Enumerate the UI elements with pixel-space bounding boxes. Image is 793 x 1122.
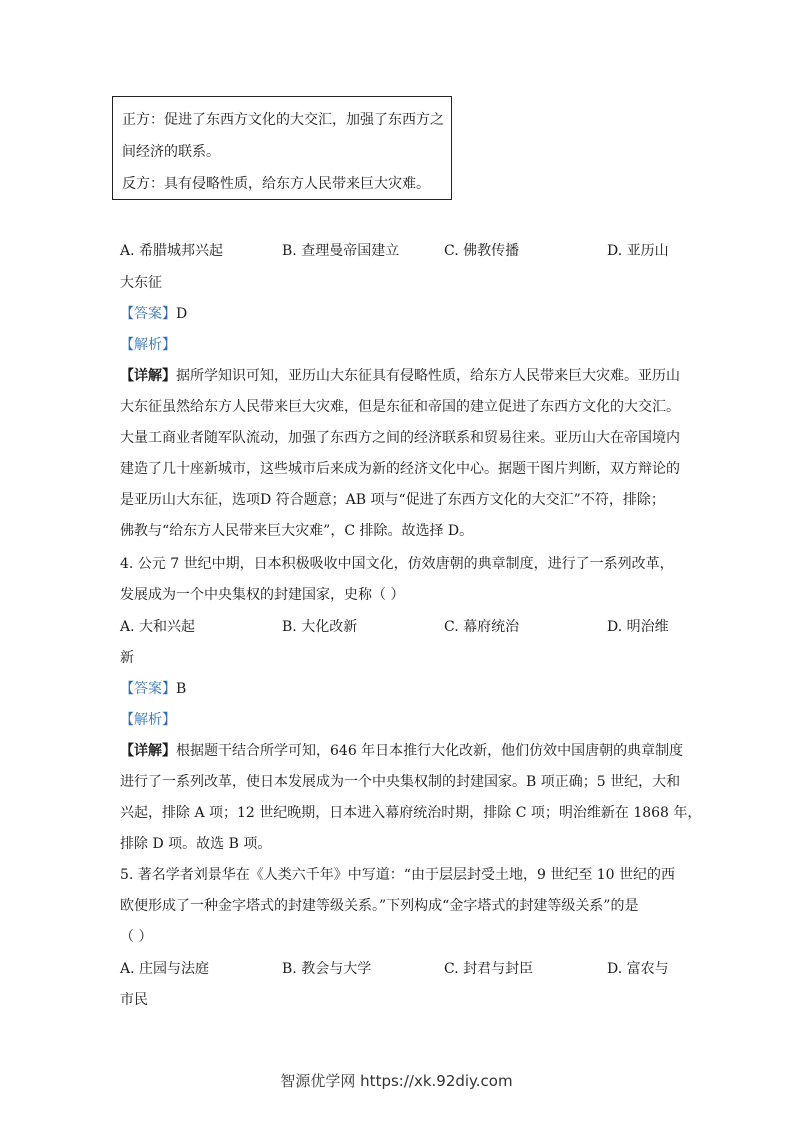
- q3-detail-line-1: 【详解】据所学知识可知，亚历山大东征具有侵略性质，给东方人民带来巨大灾难。亚历山: [120, 368, 680, 384]
- q4-answer: [120, 678, 186, 698]
- q4-option-d: D. 明治维: [607, 619, 669, 635]
- q5-stem-line-1: 5. 著名学者刘景华在《人类六千年》中写道：“由于层层封受土地，9 世纪至 10 世纪的西: [120, 867, 676, 883]
- q3-analysis-tag: 【解析】: [120, 337, 176, 353]
- answer-tag: 【答案】: [120, 681, 176, 697]
- q3-option-a: A. 希腊城邦兴起: [120, 243, 224, 259]
- q3-option-b: B. 查理曼帝国建立: [282, 243, 400, 259]
- q5-stem-line-2: 欧便形成了一种金字塔式的封建等级关系。”下列构成“金字塔式的封建等级关系”的是: [120, 898, 639, 914]
- q4-option-c: C. 幕府统治: [444, 619, 520, 635]
- q4-detail-line-3: 兴起，排除 A 项；12 世纪晚期，日本进入幕府统治时期，排除 C 项；明治维新在 1868 年，: [120, 805, 702, 821]
- q3-option-d: D. 亚历山: [607, 243, 669, 259]
- q4-option-a: A. 大和兴起: [120, 619, 196, 635]
- q4-analysis-tag: 【解析】: [120, 712, 176, 728]
- debate-con-line: 反方：具有侵略性质，给东方人民带来巨大灾难。: [122, 176, 430, 192]
- q4-stem-line-1: 4. 公元 7 世纪中期，日本积极吸收中国文化，仿效唐朝的典章制度，进行了一系列改革，: [120, 556, 674, 572]
- q5-option-b: B. 教会与大学: [282, 961, 372, 977]
- detail-tag: 【详解】: [120, 368, 176, 384]
- q3-option-d-wrap: 大东征: [120, 275, 162, 291]
- q3-detail-line-3: 大量工商业者随军队流动，加强了东西方之间的经济联系和贸易往来。亚历山大在帝国境内: [120, 430, 680, 446]
- debate-pro-line-1: 正方：促进了东西方文化的大交汇，加强了东西方之: [122, 112, 444, 128]
- q4-stem-line-2: 发展成为一个中央集权的封建国家，史称（ ）: [120, 587, 405, 603]
- q4-detail-line-1: 【详解】根据题干结合所学可知，646 年日本推行大化改新，他们仿效中国唐朝的典章制度: [120, 743, 684, 759]
- q4-detail-line-2: 进行了一系列改革，使日本发展成为一个中央集权制的封建国家。B 项正确；5 世纪，大和: [120, 774, 681, 790]
- q3-detail-line-6: 佛教与“给东方人民带来巨大灾难”，C 排除。故选择 D。: [120, 523, 474, 539]
- q5-option-d-wrap: 市民: [120, 992, 148, 1008]
- answer-value: D: [176, 306, 188, 322]
- detail-tag: 【详解】: [120, 743, 176, 759]
- q4-option-b: B. 大化改新: [282, 619, 358, 635]
- q3-detail-line-5: 是亚历山大东征，选项D 符合题意；AB 项与“促进了东西方文化的大交汇”不符，排除；: [120, 492, 665, 508]
- q5-option-d: D. 富农与: [607, 961, 669, 977]
- q3-option-c: C. 佛教传播: [444, 243, 520, 259]
- answer-tag: 【答案】: [120, 306, 176, 322]
- q4-option-d-wrap: 新: [120, 650, 134, 666]
- q5-stem-line-3: （ ）: [120, 929, 153, 945]
- answer-value: B: [176, 681, 187, 697]
- debate-pro-line-2: 间经济的联系。: [122, 144, 220, 160]
- q5-option-a: A. 庄园与法庭: [120, 961, 210, 977]
- site-footer: 智源优学网 https://xk.92diy.com: [280, 1072, 513, 1090]
- q3-detail-line-2: 大东征虽然给东方人民带来巨大灾难，但是东征和帝国的建立促进了东西方文化的大交汇。: [120, 399, 680, 415]
- q3-answer: [120, 303, 187, 323]
- q3-detail-line-4: 建造了几十座新城市，这些城市后来成为新的经济文化中心。据题干图片判断，双方辩论的: [120, 461, 680, 477]
- q4-detail-line-4: 排除 D 项。故选 B 项。: [120, 836, 272, 852]
- q5-option-c: C. 封君与封臣: [444, 961, 534, 977]
